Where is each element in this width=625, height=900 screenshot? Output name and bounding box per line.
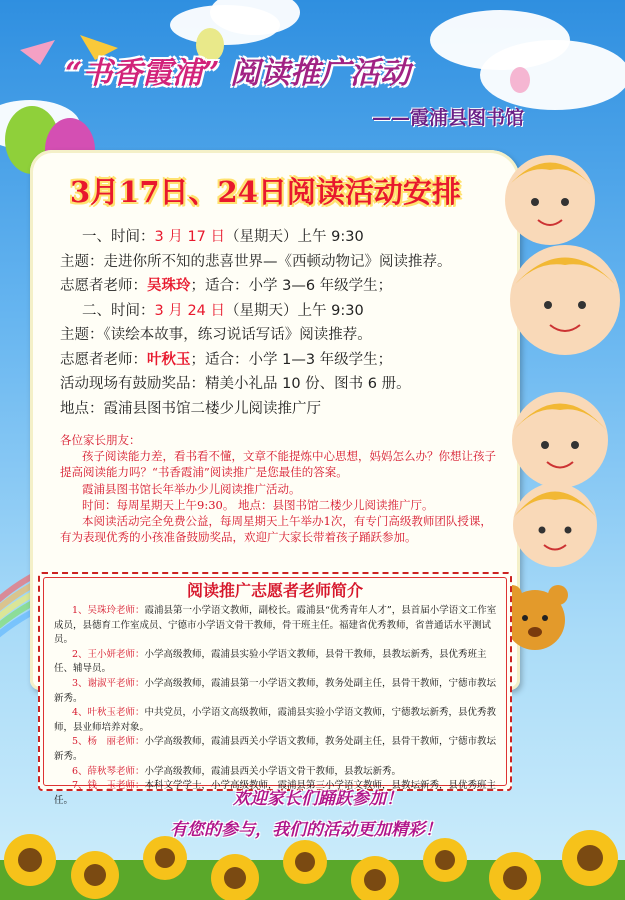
event1-teacher-suffix: ；适合：小学 3—6 年级学生； <box>190 278 393 294</box>
event1-date: 3 月 17 日 <box>154 229 226 245</box>
teacher-label: 6、薛秋琴老师： <box>72 765 145 777</box>
title-rest: 阅读推广活动 <box>229 56 410 91</box>
event1-time-prefix: 一、时间： <box>82 229 155 245</box>
event2-time-suffix: （星期天）上午 9:30 <box>225 302 364 319</box>
schedule-title: 3月17日、24日阅读活动安排 <box>70 175 461 209</box>
teacher-item <box>54 677 499 706</box>
notice-greeting: 各位家长朋友： <box>60 433 141 447</box>
teacher-label: 4、叶秋玉老师： <box>72 707 145 719</box>
teacher-item <box>54 648 499 677</box>
teacher-text: 中共党员，小学语文高级教师，霞浦县实验小学语文教师，宁德教坛新秀，县优秀教师，县业师培养对象。 <box>54 707 497 733</box>
event2-theme: 主题：《读绘本故事，练习说话写话》阅读推荐。 <box>60 327 372 343</box>
schedule-details <box>60 225 530 421</box>
parent-notice <box>60 432 500 545</box>
teacher-text: 本科文学学士，小学高级教师，霞浦县第三小学语文教师，县教坛新秀，县优秀班主任。 <box>54 780 497 806</box>
event2-teacher-suffix: ；适合：小学 1—3 年级学生； <box>190 351 393 368</box>
teacher-text: 小学高级教师，霞浦县第一小学语文教师，教务处副主任，县骨干教师，宁德市教坛新秀。 <box>54 677 497 704</box>
slogan-welcome: 欢迎家长们踊跃参加！ <box>233 789 403 809</box>
teacher-label: 5、杨 丽老师： <box>72 736 145 748</box>
teacher-label: 2、王小妍老师： <box>72 648 145 660</box>
teacher-item <box>54 604 499 648</box>
notice-paragraph: 霞浦县图书馆长年举办少儿阅读推广活动。 <box>82 481 301 496</box>
event2-time <box>60 299 530 324</box>
event1-time <box>60 225 530 250</box>
event2-time-prefix: 二、时间： <box>82 302 155 319</box>
poster-subtitle: ——霞浦县图书馆 <box>372 107 525 129</box>
event1-teacher-name: 吴珠玲 <box>147 278 191 294</box>
poster-title <box>65 48 410 92</box>
event1-theme: 主题：走进你所不知的悲喜世界—《西顿动物记》阅读推荐。 <box>60 253 452 270</box>
child-face-icon <box>513 483 597 567</box>
notice-paragraph: 时间：每周星期天上午9:30。 地点：县图书馆二楼少儿阅读推广厅。 <box>82 497 434 512</box>
notice-paragraph: 本阅读活动完全免费公益，每周星期天上午举办1次，有专门高级教师团队授课，有为表现优秀的小孩准备鼓励奖品，欢迎广大家长带着孩子踊跃参加。 <box>60 514 492 545</box>
teacher-item <box>54 765 499 780</box>
prizes-text: 活动现场有鼓励奖品：精美小礼品 10 份、图书 6 册。 <box>60 376 411 392</box>
slogan-participation: 有您的参与，我们的活动更加精彩！ <box>170 820 442 840</box>
teacher-text: 小学高级教师，霞浦县实验小学语文教师，县骨干教师，县教坛新秀，县优秀班主任、辅导员。 <box>54 648 487 675</box>
teacher-text: 小学高级教师，霞浦县西关小学语文教师，教务处副主任，县骨干教师，宁德市教坛新秀。 <box>54 736 497 762</box>
teacher-item <box>54 735 499 764</box>
teacher-text: 小学高级教师，霞浦县西关小学语文骨干教师，县教坛新秀。 <box>144 765 402 777</box>
event2-teacher <box>60 348 530 373</box>
event2-date: 3 月 24 日 <box>154 302 226 319</box>
location-text: 地点：霞浦县图书馆二楼少儿阅读推广厅 <box>60 400 321 417</box>
event2-teacher-name: 叶秋玉 <box>147 351 191 368</box>
notice-paragraph: 孩子阅读能力差，看书看不懂，文章不能提炼中心思想，妈妈怎么办？你想让孩子提高阅读能力吗？“书香霞浦”阅读推广是您最佳的答案。 <box>60 449 496 480</box>
teacher-text: 霞浦县第一小学语文教师，副校长。霞浦县“优秀青年人才”，县首届小学语文工作室成员，县德育工作室成员、宁德市小学语文骨干教师，骨干班主任。福建省优秀教师，省普通话水平测试员。 <box>54 605 497 646</box>
event1-teacher-label: 志愿者老师： <box>60 278 147 294</box>
teacher-label: 7、钱 玉老师： <box>72 780 145 792</box>
teacher-label: 1、吴珠玲老师： <box>72 605 145 616</box>
event1-teacher <box>60 274 530 299</box>
intro-title: 阅读推广志愿者老师简介 <box>186 581 363 600</box>
teacher-list <box>54 604 499 808</box>
teacher-item <box>54 706 499 735</box>
event1-time-suffix: （星期天）上午 9:30 <box>225 229 364 245</box>
title-quoted: “书香霞浦” <box>65 56 220 91</box>
teacher-label: 3、谢淑平老师： <box>72 677 145 689</box>
event2-teacher-label: 志愿者老师： <box>60 351 147 368</box>
